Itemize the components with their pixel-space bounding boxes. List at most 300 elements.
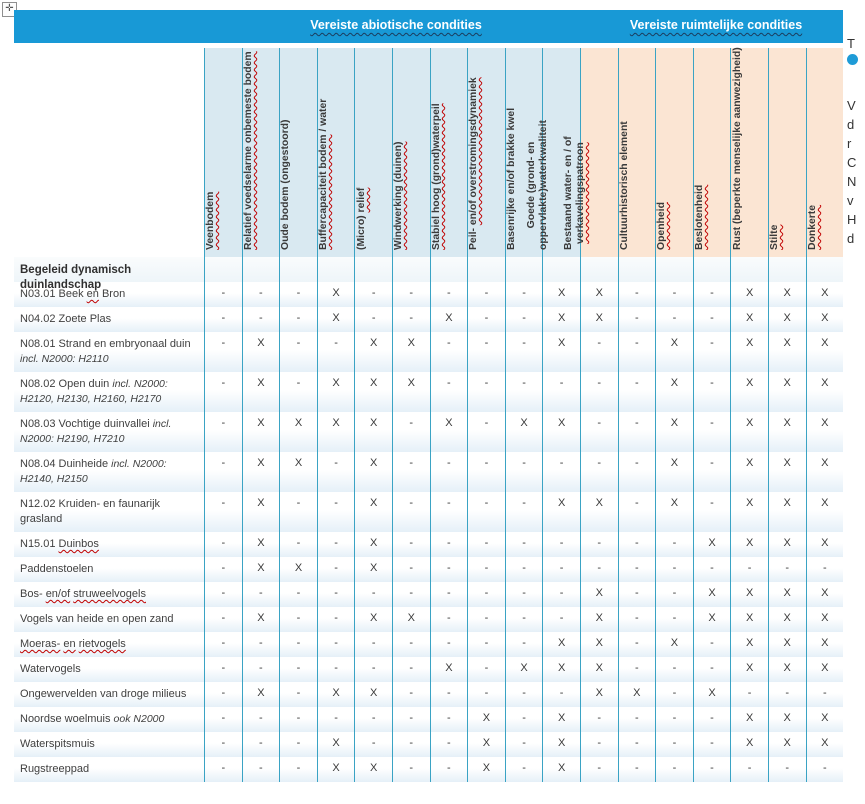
matrix-cell: X [768,282,806,307]
label-segment: Vogels van heide en open zand [20,613,174,625]
clipped-text-line: d [847,231,855,246]
column-header [467,48,505,257]
matrix-cell: X [542,282,580,307]
table-row [14,372,843,412]
clipped-text-line: v [847,193,854,208]
matrix-cell: X [580,282,618,307]
table-row [14,412,843,452]
label-segment: Bron [98,288,126,300]
matrix-cell: X [354,607,392,632]
matrix-cell: X [768,657,806,682]
row-label [14,582,204,607]
matrix-cell: - [618,757,656,782]
column-header [693,48,731,257]
matrix-cell: - [467,632,505,657]
section-row [14,257,843,291]
column-header-label [563,136,587,250]
column-header-label [356,188,368,250]
matrix-cell: - [279,282,317,307]
matrix-cell: - [354,307,392,332]
matrix-cell: X [354,452,392,492]
matrix-cell: - [242,757,280,782]
label-segment: N04.02 Zoete Plas [20,313,112,325]
matrix-cell: - [693,557,731,582]
label-segment: N08.03 Vochtige duinvallei [20,418,153,430]
matrix-cell: - [204,632,242,657]
clipped-text-line: N [847,174,857,189]
matrix-cell: - [618,557,656,582]
column-header [806,48,844,257]
matrix-cell: - [655,732,693,757]
matrix-cell: X [317,307,355,332]
matrix-cell: - [618,372,656,412]
matrix-cell: X [354,557,392,582]
clipped-text-line: r [847,136,852,151]
matrix-cell: X [242,607,280,632]
section-empty-cell [354,257,392,282]
matrix-cell: - [430,757,468,782]
matrix-cell: - [354,582,392,607]
matrix-cell: X [806,307,844,332]
matrix-cell: X [768,632,806,657]
matrix-cell: X [392,332,430,372]
matrix-cell: - [279,492,317,532]
clipped-paragraph-lines [847,96,856,248]
section-empty-cell [392,257,430,282]
table-row [14,682,843,707]
matrix-cell: - [392,412,430,452]
matrix-cell: - [317,707,355,732]
matrix-cell: - [279,657,317,682]
label-segment: ook N2000 [113,713,165,725]
matrix-cell: - [618,412,656,452]
matrix-cell: - [317,607,355,632]
label-segment: Cultuurhistorisch element [618,121,630,250]
column-header-label [656,202,668,250]
column-header-label [506,108,518,250]
row-label [14,632,204,657]
blue-bullet-icon [847,54,858,65]
table-row [14,557,843,582]
section-empty-cell [768,257,806,282]
label-segment: N08.01 Strand en embryonaal duin [20,338,191,350]
matrix-cell: X [806,732,844,757]
matrix-cell: - [505,757,543,782]
matrix-cell: X [618,682,656,707]
row-label [14,332,204,372]
matrix-cell: - [467,582,505,607]
matrix-cell: - [655,607,693,632]
matrix-cell: - [317,657,355,682]
matrix-cell: X [806,657,844,682]
label-segment: incl. N2000: H2120, H2130, H2160, H2170 [20,378,168,405]
row-label [14,372,204,412]
matrix-cell: - [279,732,317,757]
matrix-cell: - [279,632,317,657]
row-label [14,307,204,332]
column-header-label [769,225,781,250]
column-header [730,48,768,257]
label-segment: Bestaand water- en / of [563,136,575,250]
matrix-cell: X [580,607,618,632]
table-row [14,607,843,632]
matrix-cell: X [242,682,280,707]
matrix-cell: X [542,732,580,757]
label-segment: N15.01 [20,538,59,550]
row-label [14,757,204,782]
label-segment: Rust (beperkte menselijke aanwezigheid) [731,47,743,250]
matrix-cell: X [730,307,768,332]
matrix-cell: X [467,732,505,757]
label-segment: Noordse woelmuis [20,713,114,725]
table-row [14,707,843,732]
matrix-cell: - [467,657,505,682]
matrix-cell: X [730,657,768,682]
label-segment: Stabiel hoog (grond)waterpeil [430,103,442,250]
label-segment: N08.04 Duinheide [20,458,112,470]
matrix-cell: X [806,332,844,372]
matrix-cell: X [580,682,618,707]
matrix-cell: X [768,412,806,452]
matrix-cell: X [542,307,580,332]
matrix-cell: - [242,732,280,757]
column-header-label [619,121,631,250]
row-label [14,682,204,707]
label-segment: Windwerking (duinen) [393,141,405,250]
matrix-cell: - [655,657,693,682]
matrix-cell: - [542,582,580,607]
matrix-cell: - [693,757,731,782]
header-group-abiotic-title: Vereiste abiotische condities [310,18,482,32]
section-empty-cell [505,257,543,282]
label-segment: Bos- [20,588,46,600]
matrix-cell: X [542,757,580,782]
matrix-cell: - [505,682,543,707]
matrix-cell: - [242,657,280,682]
label-segment: Relatief voedselarme onbemeste bodem [242,51,254,250]
matrix-cell: X [542,707,580,732]
matrix-cell: - [505,452,543,492]
matrix-cell: - [618,657,656,682]
matrix-cell: - [204,657,242,682]
matrix-cell: - [354,657,392,682]
matrix-cell: X [242,532,280,557]
matrix-cell: - [542,532,580,557]
conditions-matrix-table [14,10,843,782]
matrix-cell: - [618,732,656,757]
matrix-cell: - [279,682,317,707]
matrix-cell: - [204,757,242,782]
row-label [14,732,204,757]
matrix-cell: - [467,332,505,372]
matrix-cell: - [392,282,430,307]
matrix-cell: - [618,282,656,307]
matrix-cell: - [430,492,468,532]
matrix-cell: - [204,412,242,452]
matrix-cell: - [354,632,392,657]
matrix-cell: - [505,582,543,607]
matrix-cell: X [317,412,355,452]
table-row [14,632,843,657]
section-empty-cell [580,257,618,282]
matrix-cell: - [204,332,242,372]
label-segment: Ongewervelden van droge milieus [20,688,187,700]
matrix-cell: - [505,332,543,372]
matrix-cell: X [768,372,806,412]
matrix-cell: - [279,757,317,782]
label-segment: Donkerte [806,204,818,250]
matrix-cell: X [467,757,505,782]
matrix-cell: - [317,332,355,372]
matrix-cell: - [693,412,731,452]
matrix-cell: X [354,532,392,557]
matrix-cell: - [542,607,580,632]
matrix-cell: X [730,332,768,372]
matrix-cell: X [655,332,693,372]
column-header-label [694,185,706,250]
section-empty-cell [655,257,693,282]
matrix-cell: X [693,682,731,707]
matrix-cell: - [505,632,543,657]
table-row [14,732,843,757]
label-segment: Peil- [468,225,480,250]
matrix-cell: - [430,682,468,707]
matrix-cell: X [806,532,844,557]
matrix-cell: - [467,412,505,452]
matrix-cell: - [279,532,317,557]
matrix-cell: - [505,532,543,557]
matrix-cell: - [542,452,580,492]
column-header [392,48,430,257]
matrix-cell: X [693,607,731,632]
matrix-cell: - [618,532,656,557]
table-row [14,657,843,682]
matrix-cell: - [580,372,618,412]
matrix-cell: - [392,757,430,782]
matrix-cell: - [693,332,731,372]
matrix-cell: X [806,632,844,657]
matrix-cell: X [354,492,392,532]
row-label [14,607,204,632]
matrix-cell: - [580,412,618,452]
matrix-cell: X [730,582,768,607]
label-segment: Moeras- [20,638,61,650]
matrix-cell: - [580,332,618,372]
matrix-cell: - [693,632,731,657]
matrix-cell: X [655,452,693,492]
label-segment: N12.02 Kruiden- en faunarijk grasland [20,498,161,525]
matrix-cell: X [580,307,618,332]
section-empty-cell [317,257,355,282]
matrix-cell: - [467,452,505,492]
matrix-cell: X [806,492,844,532]
section-empty-cell [430,257,468,282]
section-empty-cell [242,257,280,282]
label-segment: incl. N2000: H2110 [20,353,109,365]
matrix-cell: - [279,372,317,412]
matrix-cell: - [279,707,317,732]
matrix-cell: X [430,307,468,332]
label-segment: Rugstreeppad [20,763,90,775]
matrix-cell: - [242,582,280,607]
column-header [430,48,468,257]
matrix-cell: - [204,372,242,412]
matrix-cell: - [505,372,543,412]
matrix-cell: - [655,707,693,732]
label-segment: Veenbodem [205,191,217,250]
column-header-label [280,120,292,250]
section-empty-cell [204,257,242,282]
matrix-cell: X [806,607,844,632]
matrix-cell: X [806,707,844,732]
matrix-cell: X [279,412,317,452]
column-header-label [243,51,255,250]
matrix-cell: - [467,682,505,707]
matrix-cell: - [655,682,693,707]
matrix-cell: - [430,582,468,607]
matrix-cell: - [204,532,242,557]
matrix-cell: - [279,307,317,332]
matrix-cell: - [580,532,618,557]
matrix-cell: - [768,757,806,782]
row-label [14,707,204,732]
header-group-spatial-title: Vereiste ruimtelijke condities [629,18,803,32]
matrix-cell: X [693,582,731,607]
matrix-cell: - [618,452,656,492]
matrix-cell: X [317,732,355,757]
matrix-cell: - [693,452,731,492]
matrix-cell: - [618,332,656,372]
matrix-cell: - [467,282,505,307]
matrix-cell: - [392,682,430,707]
matrix-cell: - [430,282,468,307]
matrix-cell: - [317,582,355,607]
matrix-cell: - [354,282,392,307]
matrix-cell: - [204,682,242,707]
matrix-cell: X [806,412,844,452]
matrix-cell: X [317,282,355,307]
matrix-cell: X [768,492,806,532]
matrix-cell: X [806,582,844,607]
label-segment: Paddenstoelen [20,563,94,575]
matrix-cell: X [768,732,806,757]
column-header-label [807,205,819,250]
matrix-cell: - [693,657,731,682]
matrix-cell: X [354,332,392,372]
section-empty-cell [467,257,505,282]
matrix-cell: - [806,757,844,782]
row-label-header-spacer [14,48,204,257]
matrix-cell: - [204,492,242,532]
clipped-paragraph-fragment: T [847,36,855,51]
matrix-cell: X [730,372,768,412]
matrix-cell: - [204,707,242,732]
matrix-cell: X [430,412,468,452]
matrix-cell: X [730,607,768,632]
label-segment: incl. N2000: H2190, H7210 [20,418,172,445]
column-header [279,48,317,257]
matrix-cell: X [542,412,580,452]
matrix-cell: - [655,557,693,582]
section-empty-cell [730,257,768,282]
matrix-cell: - [392,307,430,332]
matrix-cell: - [279,332,317,372]
matrix-cell: - [242,632,280,657]
matrix-cell: X [354,372,392,412]
matrix-cell: - [392,532,430,557]
label-segment: en [63,638,76,650]
column-header [655,48,693,257]
table-header-bar [14,10,843,43]
matrix-cell: X [730,412,768,452]
matrix-cell: X [730,707,768,732]
table-row [14,452,843,492]
matrix-cell: - [505,732,543,757]
matrix-cell: X [768,452,806,492]
matrix-cell: - [730,757,768,782]
matrix-cell: X [354,682,392,707]
column-header-label [732,47,744,250]
matrix-cell: - [430,557,468,582]
table-move-handle-icon[interactable]: ✛ [2,2,17,17]
matrix-cell: X [655,372,693,412]
matrix-cell: - [693,707,731,732]
matrix-cell: X [242,557,280,582]
matrix-cell: X [580,582,618,607]
section-empty-cell [806,257,844,282]
matrix-cell: - [279,582,317,607]
matrix-cell: X [580,657,618,682]
matrix-cell: - [354,732,392,757]
matrix-cell: - [806,682,844,707]
matrix-cell: X [768,607,806,632]
matrix-cell: X [655,412,693,452]
matrix-cell: - [279,607,317,632]
label-segment: Stilte [769,224,781,250]
matrix-cell: X [768,532,806,557]
column-header-row [14,48,843,257]
matrix-cell: - [430,632,468,657]
matrix-cell: - [204,452,242,492]
label-segment: incl. N2000: H2140, H2150 [20,458,167,485]
section-empty-cell [618,257,656,282]
label-segment: Duinbos [58,538,99,550]
matrix-cell: X [806,452,844,492]
matrix-cell: - [204,282,242,307]
matrix-cell: - [580,732,618,757]
row-label [14,657,204,682]
label-segment: relief [355,187,367,213]
matrix-cell: - [430,452,468,492]
label-segment: Waterspitsmuis [20,738,95,750]
column-header-label [526,120,550,250]
matrix-cell: X [730,732,768,757]
matrix-cell: X [730,492,768,532]
matrix-cell: - [317,452,355,492]
matrix-cell: - [467,557,505,582]
column-header [563,48,618,257]
matrix-cell: X [392,607,430,632]
matrix-cell: - [392,582,430,607]
matrix-cell: X [242,412,280,452]
table-row [14,307,843,332]
row-label [14,282,204,307]
matrix-cell: X [768,307,806,332]
matrix-cell: - [430,732,468,757]
matrix-cell: - [392,492,430,532]
row-label [14,557,204,582]
matrix-cell: - [693,492,731,532]
